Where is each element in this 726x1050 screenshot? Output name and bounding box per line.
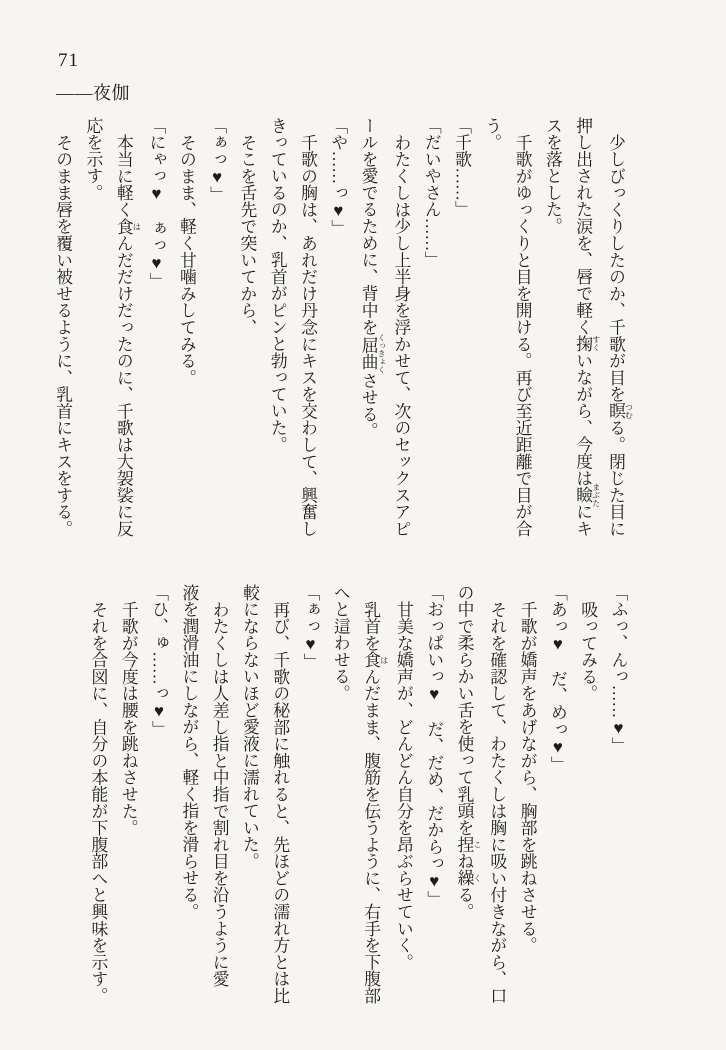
text-column: 吸ってみる。	[578, 600, 598, 702]
text-column: 千歌が今度は腰を跳ねさせた。	[119, 600, 139, 836]
text-column: 「や……っ♥」	[328, 117, 348, 237]
text-column: そこを舌先で突いてから、	[237, 133, 257, 336]
text-column: 「千歌……」	[452, 117, 472, 218]
text-column: 液を潤滑油にしながら、軽く指を滑らせる。	[179, 584, 199, 920]
text-column: 少しびっくりしたのか、千歌が目を瞑 つむる。閉じた目に	[606, 133, 634, 537]
text-column: 「ぁっ♥」	[207, 117, 227, 204]
text-column: 「ふっ、んっ……♥」	[609, 584, 628, 755]
text-column: 「ひ、ゅ……っ♥」	[149, 584, 169, 738]
text-column: 「だいやさん……」	[422, 117, 442, 269]
text-column: 千歌の胸は、あれだけ丹念にキスを交わして、興奮し	[298, 133, 318, 537]
text-column: 再び、千歌の秘部に触れると、先ほどの濡れ方とは比	[270, 600, 290, 1004]
text-column: 応を示す。	[83, 117, 103, 201]
text-column: 千歌がゆっくりと目を開ける。再び至近距離で目が合	[513, 133, 533, 537]
page-number: 71	[58, 50, 79, 71]
text-column: 本当に軽く食 はんだだけだったのに、千歌は大袈裟に反	[114, 133, 142, 537]
text-column: 押し出された涙を、唇で軽く掬 すくいながら、今度は瞼 まぶたにキ	[573, 117, 601, 537]
text-block-lower	[83, 584, 633, 1012]
text-column: 乳首を食 はんだまま、腹筋を伝うように、右手を下腹部	[361, 600, 389, 1004]
text-column: わたくしは人差し指と中指で割れ目を沿うように愛	[210, 600, 230, 987]
text-column: そのまま唇を覆い被せるように、乳首にキスをする。	[53, 133, 73, 537]
text-column: 千歌が嬌声をあげながら、胸部を跳ねさせる。	[518, 600, 538, 954]
text-column: そのまま、軽く甘噛みしてみる。	[177, 133, 197, 386]
text-column: へと這わせる。	[331, 584, 351, 702]
text-column: 「にゃっ♥ ぁっ♥」	[147, 117, 167, 290]
text-column: 「おっぱいっ♥ だ、だめ、だからっ♥」	[424, 584, 444, 908]
text-column: 「ぁっ♥」	[301, 584, 321, 671]
text-column: きっているのか、乳首がピンと勃っていた。	[268, 117, 288, 453]
text-column: それを確認して、わたくしは胸に吸い付きながら、口	[487, 600, 507, 1004]
text-column: 較にならないほど愛液に濡れていた。	[240, 584, 260, 870]
text-column: う。	[482, 117, 502, 151]
text-column: の中で柔らかい舌を使って乳頭を捏 こね繰 くる。	[455, 584, 483, 920]
text-block-upper	[47, 117, 633, 545]
text-column: わたくしは少し上半身を浮かせて、次のセックスアピ	[391, 133, 411, 537]
text-column: ールを愛でるために、背中を屈曲 くっきょくさせる。	[359, 117, 387, 440]
text-column: スを落とした。	[543, 117, 563, 235]
running-title: ――夜伽	[56, 83, 130, 103]
text-column: それを合図に、自分の本能が下腹部へと興味を示す。	[88, 600, 108, 1004]
text-column: 甘美な嬌声が、どんどん自分を昂ぶらせていく。	[394, 600, 414, 971]
text-column: 「あっ♥ だ、めっ♥」	[548, 584, 568, 774]
